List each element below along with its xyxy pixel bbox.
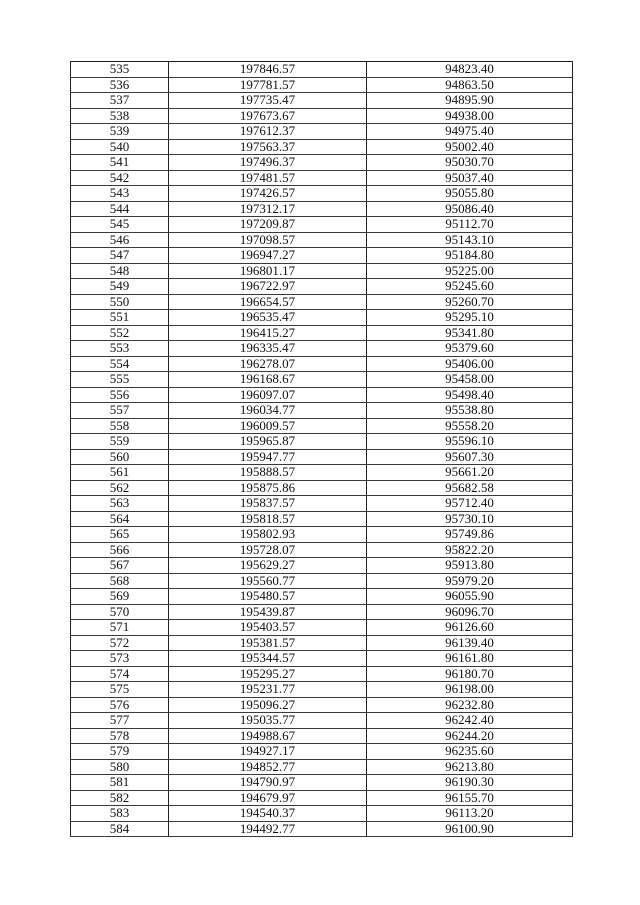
x-coordinate-cell: 196722.97 (169, 279, 367, 295)
point-number-cell: 545 (71, 217, 169, 233)
x-coordinate-cell: 195947.77 (169, 449, 367, 465)
x-coordinate-cell: 194790.97 (169, 775, 367, 791)
table-row (71, 372, 573, 388)
y-coordinate-cell: 96100.90 (367, 821, 573, 837)
table-row (71, 651, 573, 667)
table-row (71, 713, 573, 729)
table-row (71, 325, 573, 341)
x-coordinate-cell: 195837.57 (169, 496, 367, 512)
point-number-cell: 580 (71, 759, 169, 775)
point-number-cell: 570 (71, 604, 169, 620)
point-number-cell: 553 (71, 341, 169, 357)
x-coordinate-cell: 194540.37 (169, 806, 367, 822)
table-row (71, 821, 573, 837)
point-number-cell: 574 (71, 666, 169, 682)
y-coordinate-cell: 96180.70 (367, 666, 573, 682)
point-number-cell: 569 (71, 589, 169, 605)
y-coordinate-cell: 96198.00 (367, 682, 573, 698)
point-number-cell: 573 (71, 651, 169, 667)
table-row (71, 232, 573, 248)
table-row (71, 744, 573, 760)
point-number-cell: 560 (71, 449, 169, 465)
y-coordinate-cell: 96096.70 (367, 604, 573, 620)
point-number-cell: 546 (71, 232, 169, 248)
x-coordinate-cell: 197612.37 (169, 124, 367, 140)
y-coordinate-cell: 96213.80 (367, 759, 573, 775)
table-row (71, 434, 573, 450)
table-row (71, 387, 573, 403)
x-coordinate-cell: 195035.77 (169, 713, 367, 729)
x-coordinate-cell: 196801.17 (169, 263, 367, 279)
point-number-cell: 549 (71, 279, 169, 295)
table-row (71, 635, 573, 651)
x-coordinate-cell: 196415.27 (169, 325, 367, 341)
point-number-cell: 556 (71, 387, 169, 403)
y-coordinate-cell: 96161.80 (367, 651, 573, 667)
x-coordinate-cell: 196654.57 (169, 294, 367, 310)
table-row (71, 186, 573, 202)
y-coordinate-cell: 96235.60 (367, 744, 573, 760)
table-row (71, 620, 573, 636)
x-coordinate-cell: 195381.57 (169, 635, 367, 651)
x-coordinate-cell: 197209.87 (169, 217, 367, 233)
x-coordinate-cell: 197563.37 (169, 139, 367, 155)
y-coordinate-cell: 95406.00 (367, 356, 573, 372)
y-coordinate-cell: 95037.40 (367, 170, 573, 186)
y-coordinate-cell: 95498.40 (367, 387, 573, 403)
x-coordinate-cell: 196335.47 (169, 341, 367, 357)
point-number-cell: 536 (71, 77, 169, 93)
x-coordinate-cell: 194988.67 (169, 728, 367, 744)
table-row (71, 666, 573, 682)
table-row (71, 217, 573, 233)
y-coordinate-cell: 95225.00 (367, 263, 573, 279)
x-coordinate-cell: 195818.57 (169, 511, 367, 527)
y-coordinate-cell: 95749.86 (367, 527, 573, 543)
coordinate-table (70, 61, 573, 837)
x-coordinate-cell: 197846.57 (169, 62, 367, 78)
table-row (71, 62, 573, 78)
point-number-cell: 562 (71, 480, 169, 496)
table-row (71, 775, 573, 791)
point-number-cell: 579 (71, 744, 169, 760)
table-row (71, 465, 573, 481)
y-coordinate-cell: 96055.90 (367, 589, 573, 605)
table-row (71, 124, 573, 140)
y-coordinate-cell: 94975.40 (367, 124, 573, 140)
x-coordinate-cell: 196168.67 (169, 372, 367, 388)
x-coordinate-cell: 195629.27 (169, 558, 367, 574)
x-coordinate-cell: 196034.77 (169, 403, 367, 419)
y-coordinate-cell: 94895.90 (367, 93, 573, 109)
y-coordinate-cell: 95979.20 (367, 573, 573, 589)
x-coordinate-cell: 197098.57 (169, 232, 367, 248)
x-coordinate-cell: 195439.87 (169, 604, 367, 620)
point-number-cell: 561 (71, 465, 169, 481)
point-number-cell: 571 (71, 620, 169, 636)
y-coordinate-cell: 94863.50 (367, 77, 573, 93)
x-coordinate-cell: 196278.07 (169, 356, 367, 372)
y-coordinate-cell: 94823.40 (367, 62, 573, 78)
x-coordinate-cell: 196097.07 (169, 387, 367, 403)
y-coordinate-cell: 95055.80 (367, 186, 573, 202)
point-number-cell: 541 (71, 155, 169, 171)
y-coordinate-cell: 95822.20 (367, 542, 573, 558)
table-row (71, 697, 573, 713)
table-row (71, 248, 573, 264)
y-coordinate-cell: 96155.70 (367, 790, 573, 806)
x-coordinate-cell: 194852.77 (169, 759, 367, 775)
y-coordinate-cell: 95458.00 (367, 372, 573, 388)
x-coordinate-cell: 197673.67 (169, 108, 367, 124)
table-row (71, 108, 573, 124)
y-coordinate-cell: 95661.20 (367, 465, 573, 481)
point-number-cell: 552 (71, 325, 169, 341)
x-coordinate-cell: 195560.77 (169, 573, 367, 589)
table-row (71, 139, 573, 155)
table-row (71, 728, 573, 744)
x-coordinate-cell: 195965.87 (169, 434, 367, 450)
y-coordinate-cell: 95086.40 (367, 201, 573, 217)
y-coordinate-cell: 96139.40 (367, 635, 573, 651)
x-coordinate-cell: 195728.07 (169, 542, 367, 558)
x-coordinate-cell: 197496.37 (169, 155, 367, 171)
point-number-cell: 565 (71, 527, 169, 543)
x-coordinate-cell: 195403.57 (169, 620, 367, 636)
table-row (71, 759, 573, 775)
point-number-cell: 557 (71, 403, 169, 419)
point-number-cell: 564 (71, 511, 169, 527)
point-number-cell: 582 (71, 790, 169, 806)
y-coordinate-cell: 95260.70 (367, 294, 573, 310)
point-number-cell: 544 (71, 201, 169, 217)
point-number-cell: 542 (71, 170, 169, 186)
point-number-cell: 550 (71, 294, 169, 310)
point-number-cell: 540 (71, 139, 169, 155)
x-coordinate-cell: 194492.77 (169, 821, 367, 837)
x-coordinate-cell: 195875.86 (169, 480, 367, 496)
point-number-cell: 572 (71, 635, 169, 651)
y-coordinate-cell: 95379.60 (367, 341, 573, 357)
point-number-cell: 543 (71, 186, 169, 202)
table-row (71, 201, 573, 217)
table-row (71, 480, 573, 496)
point-number-cell: 551 (71, 310, 169, 326)
table-row (71, 589, 573, 605)
x-coordinate-cell: 197312.17 (169, 201, 367, 217)
point-number-cell: 554 (71, 356, 169, 372)
x-coordinate-cell: 196009.57 (169, 418, 367, 434)
y-coordinate-cell: 95341.80 (367, 325, 573, 341)
y-coordinate-cell: 95607.30 (367, 449, 573, 465)
table-row (71, 449, 573, 465)
point-number-cell: 548 (71, 263, 169, 279)
y-coordinate-cell: 96244.20 (367, 728, 573, 744)
x-coordinate-cell: 195295.27 (169, 666, 367, 682)
point-number-cell: 568 (71, 573, 169, 589)
point-number-cell: 575 (71, 682, 169, 698)
y-coordinate-cell: 95913.80 (367, 558, 573, 574)
y-coordinate-cell: 96190.30 (367, 775, 573, 791)
point-number-cell: 567 (71, 558, 169, 574)
x-coordinate-cell: 194679.97 (169, 790, 367, 806)
table-row (71, 573, 573, 589)
y-coordinate-cell: 96232.80 (367, 697, 573, 713)
table-row (71, 806, 573, 822)
table-row (71, 356, 573, 372)
x-coordinate-cell: 195480.57 (169, 589, 367, 605)
point-number-cell: 566 (71, 542, 169, 558)
table-row (71, 294, 573, 310)
table-row (71, 170, 573, 186)
table-row (71, 682, 573, 698)
point-number-cell: 563 (71, 496, 169, 512)
point-number-cell: 581 (71, 775, 169, 791)
y-coordinate-cell: 94938.00 (367, 108, 573, 124)
point-number-cell: 547 (71, 248, 169, 264)
x-coordinate-cell: 195096.27 (169, 697, 367, 713)
point-number-cell: 537 (71, 93, 169, 109)
point-number-cell: 576 (71, 697, 169, 713)
table-row (71, 403, 573, 419)
point-number-cell: 558 (71, 418, 169, 434)
table-row (71, 77, 573, 93)
y-coordinate-cell: 95112.70 (367, 217, 573, 233)
y-coordinate-cell: 95184.80 (367, 248, 573, 264)
y-coordinate-cell: 96126.60 (367, 620, 573, 636)
table-row (71, 341, 573, 357)
table-row (71, 496, 573, 512)
x-coordinate-cell: 195231.77 (169, 682, 367, 698)
point-number-cell: 583 (71, 806, 169, 822)
point-number-cell: 584 (71, 821, 169, 837)
y-coordinate-cell: 96242.40 (367, 713, 573, 729)
point-number-cell: 535 (71, 62, 169, 78)
point-number-cell: 578 (71, 728, 169, 744)
point-number-cell: 555 (71, 372, 169, 388)
table-row (71, 790, 573, 806)
x-coordinate-cell: 197426.57 (169, 186, 367, 202)
y-coordinate-cell: 95002.40 (367, 139, 573, 155)
y-coordinate-cell: 95558.20 (367, 418, 573, 434)
y-coordinate-cell: 96113.20 (367, 806, 573, 822)
x-coordinate-cell: 197735.47 (169, 93, 367, 109)
y-coordinate-cell: 95030.70 (367, 155, 573, 171)
table-row (71, 511, 573, 527)
coordinate-table-body (71, 62, 573, 837)
y-coordinate-cell: 95143.10 (367, 232, 573, 248)
x-coordinate-cell: 195344.57 (169, 651, 367, 667)
x-coordinate-cell: 196947.27 (169, 248, 367, 264)
table-row (71, 527, 573, 543)
y-coordinate-cell: 95295.10 (367, 310, 573, 326)
point-number-cell: 539 (71, 124, 169, 140)
y-coordinate-cell: 95712.40 (367, 496, 573, 512)
table-row (71, 604, 573, 620)
x-coordinate-cell: 197781.57 (169, 77, 367, 93)
table-row (71, 155, 573, 171)
y-coordinate-cell: 95730.10 (367, 511, 573, 527)
point-number-cell: 577 (71, 713, 169, 729)
y-coordinate-cell: 95596.10 (367, 434, 573, 450)
x-coordinate-cell: 195802.93 (169, 527, 367, 543)
y-coordinate-cell: 95682.58 (367, 480, 573, 496)
point-number-cell: 559 (71, 434, 169, 450)
table-row (71, 310, 573, 326)
point-number-cell: 538 (71, 108, 169, 124)
table-row (71, 418, 573, 434)
y-coordinate-cell: 95245.60 (367, 279, 573, 295)
x-coordinate-cell: 197481.57 (169, 170, 367, 186)
table-row (71, 263, 573, 279)
x-coordinate-cell: 196535.47 (169, 310, 367, 326)
table-row (71, 279, 573, 295)
table-row (71, 558, 573, 574)
table-row (71, 542, 573, 558)
x-coordinate-cell: 194927.17 (169, 744, 367, 760)
y-coordinate-cell: 95538.80 (367, 403, 573, 419)
x-coordinate-cell: 195888.57 (169, 465, 367, 481)
table-row (71, 93, 573, 109)
